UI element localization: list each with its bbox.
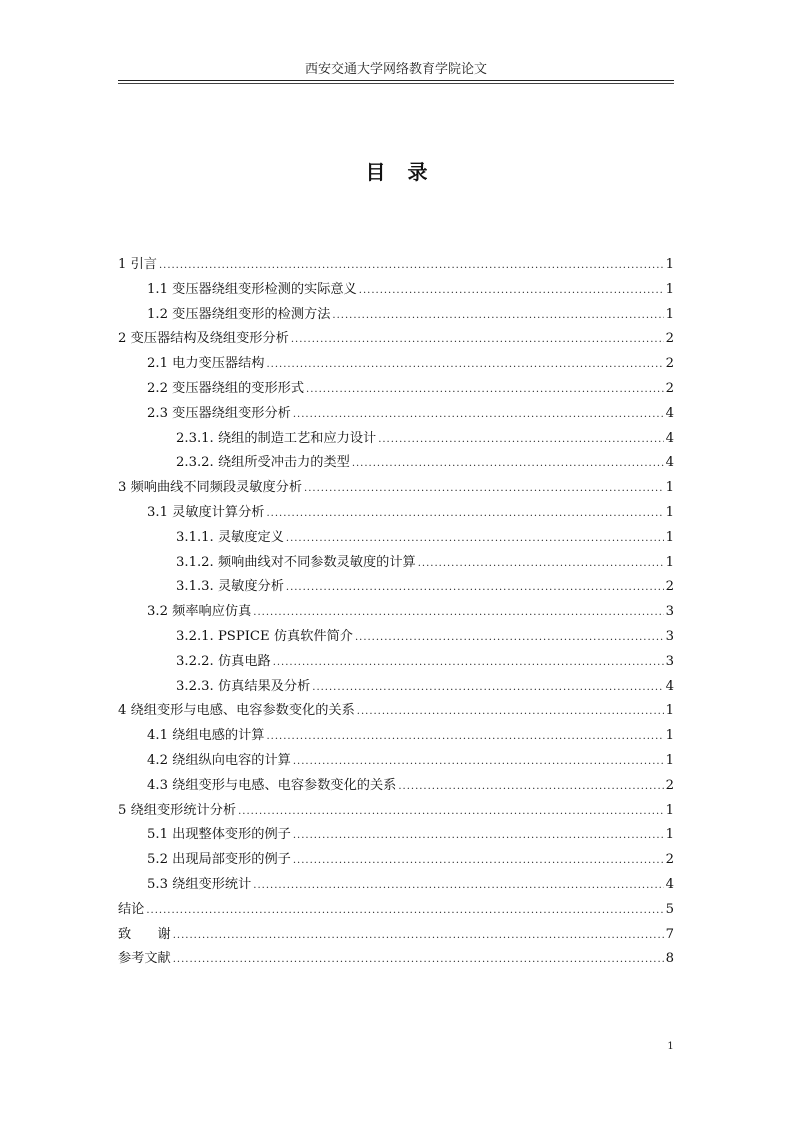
toc-leader-dots [253,607,663,618]
toc-entry[interactable] [118,526,674,551]
toc-leader-dots [398,781,663,792]
toc-leader-dots [173,954,664,965]
toc-entry-label: 结论 [118,901,145,917]
toc-leader-dots [253,880,663,891]
toc-leader-dots [332,310,663,321]
toc-entry-page: 4 [665,876,674,892]
toc-entry-label: 5.3 绕组变形统计 [147,876,252,892]
toc-entry-label: 2.3 变压器绕组变形分析 [147,405,291,421]
toc-entry[interactable] [118,848,674,873]
toc-leader-dots [266,508,663,519]
toc-entry-label: 2.3.2. 绕组所受冲击力的类型 [176,455,350,471]
toc-entry-page: 2 [665,356,674,372]
toc-entry-page: 2 [665,777,674,793]
toc-title: 目录 [365,160,450,184]
toc-entry-page: 2 [665,579,674,595]
toc-entry-page: 1 [665,827,674,843]
toc-entry-page: 8 [665,951,674,967]
page-header: 西安交通大学网络教育学院论文 [304,62,487,77]
toc-entry-page: 2 [665,331,674,347]
toc-entry-label: 参考文献 [118,951,171,967]
toc-leader-dots [273,657,664,668]
toc-entry-label: 4.2 绕组纵向电容的计算 [147,752,291,768]
toc-entry[interactable] [118,402,674,427]
toc-entry-page: 1 [665,703,674,719]
toc-entry-page: 2 [665,380,674,396]
toc-leader-dots [293,855,664,866]
toc-entry[interactable] [118,551,674,576]
toc-leader-dots [418,558,664,569]
toc-entry-page: 1 [665,802,674,818]
toc-entry-label: 3.1 灵敏度计算分析 [147,504,265,520]
toc-entry-label: 4.1 绕组电感的计算 [147,728,265,744]
toc-entry[interactable] [118,327,674,352]
toc-entry-page: 3 [665,653,674,669]
toc-entry-label: 2.2 变压器绕组的变形形式 [147,380,305,396]
toc-entry-label: 1.1 变压器绕组变形检测的实际意义 [147,281,357,297]
toc-leader-dots [146,905,663,916]
toc-leader-dots [293,830,664,841]
toc-leader-dots [266,731,663,742]
toc-entry[interactable] [118,947,674,972]
toc-entry[interactable] [118,278,674,303]
toc-entry-page: 3 [665,628,674,644]
toc-entry[interactable] [118,451,674,476]
toc-entry[interactable] [118,699,674,724]
toc-entry-label: 1.2 变压器绕组变形的检测方法 [147,306,331,322]
toc-entry-label: 3.2.3. 仿真结果及分析 [176,678,311,694]
toc-entry-page: 4 [665,678,674,694]
toc-leader-dots [359,285,664,296]
toc-leader-dots [159,260,664,271]
toc-entry-label: 3.1.2. 频响曲线对不同参数灵敏度的计算 [176,554,416,570]
toc-leader-dots [378,434,663,445]
toc-entry[interactable] [118,303,674,328]
toc-leader-dots [293,756,664,767]
table-of-contents [118,253,674,972]
toc-leader-dots [266,359,663,370]
toc-entry[interactable] [118,724,674,749]
toc-leader-dots [312,682,663,693]
toc-entry-page: 1 [665,529,674,545]
toc-entry-page: 4 [665,430,674,446]
toc-entry-label: 致 谢 [118,926,171,942]
toc-entry[interactable] [118,253,674,278]
toc-entry-page: 4 [665,455,674,471]
toc-entry-label: 5.2 出现局部变形的例子 [147,852,291,868]
toc-entry[interactable] [118,501,674,526]
toc-leader-dots [286,582,664,593]
toc-entry[interactable] [118,873,674,898]
toc-entry-page: 5 [665,901,674,917]
toc-entry[interactable] [118,625,674,650]
header-rule [118,80,674,81]
toc-entry-label: 5.1 出现整体变形的例子 [147,827,291,843]
toc-entry-label: 2 变压器结构及绕组变形分析 [118,331,289,347]
toc-leader-dots [306,384,664,395]
toc-entry-label: 1 引言 [118,257,157,272]
toc-entry-label: 2.3.1. 绕组的制造工艺和应力设计 [176,430,377,446]
toc-entry-page: 1 [665,504,674,520]
toc-entry-label: 3.1.1. 灵敏度定义 [176,529,284,545]
toc-entry-page: 1 [665,306,674,322]
toc-entry-label: 5 绕组变形统计分析 [118,802,237,818]
toc-leader-dots [291,334,664,345]
page-number: 1 [667,1041,674,1052]
toc-entry-label: 3.1.3. 灵敏度分析 [176,579,284,595]
toc-entry[interactable] [118,823,674,848]
toc-leader-dots [238,806,664,817]
toc-entry[interactable] [118,774,674,799]
toc-entry-page: 2 [665,852,674,868]
toc-entry-page: 1 [665,480,674,496]
toc-entry[interactable] [118,377,674,402]
toc-entry-page: 3 [665,604,674,620]
toc-leader-dots [352,458,664,469]
toc-entry-label: 3.2.1. PSPICE 仿真软件简介 [176,628,353,644]
toc-entry-label: 2.1 电力变压器结构 [147,356,265,372]
toc-entry-page: 1 [665,554,674,570]
toc-leader-dots [293,409,664,420]
toc-entry[interactable] [118,600,674,625]
toc-entry[interactable] [118,675,674,700]
toc-entry[interactable] [118,575,674,600]
toc-entry[interactable] [118,749,674,774]
toc-entry[interactable] [118,476,674,501]
toc-entry-label: 3.2 频率响应仿真 [147,604,252,620]
toc-entry[interactable] [118,799,674,824]
toc-entry-page: 1 [665,752,674,768]
toc-leader-dots [286,533,664,544]
toc-entry-page: 1 [665,728,674,744]
toc-entry-page: 1 [665,281,674,297]
toc-leader-dots [304,483,664,494]
toc-leader-dots [173,930,664,941]
toc-entry[interactable] [118,650,674,675]
toc-entry[interactable] [118,352,674,377]
toc-entry-label: 4.3 绕组变形与电感、电容参数变化的关系 [147,777,397,793]
toc-entry-label: 3 频响曲线不同频段灵敏度分析 [118,480,303,496]
toc-entry-label: 3.2.2. 仿真电路 [176,653,271,669]
toc-entry-page: 7 [665,926,674,942]
header-rule-secondary [118,83,674,84]
toc-entry-page: 1 [665,257,674,272]
toc-entry-label: 4 绕组变形与电感、电容参数变化的关系 [118,703,355,719]
toc-entry-page: 4 [665,405,674,421]
toc-entry[interactable] [118,427,674,452]
toc-leader-dots [357,706,664,717]
toc-entry[interactable] [118,898,674,923]
toc-leader-dots [355,632,664,643]
toc-entry[interactable] [118,923,674,948]
